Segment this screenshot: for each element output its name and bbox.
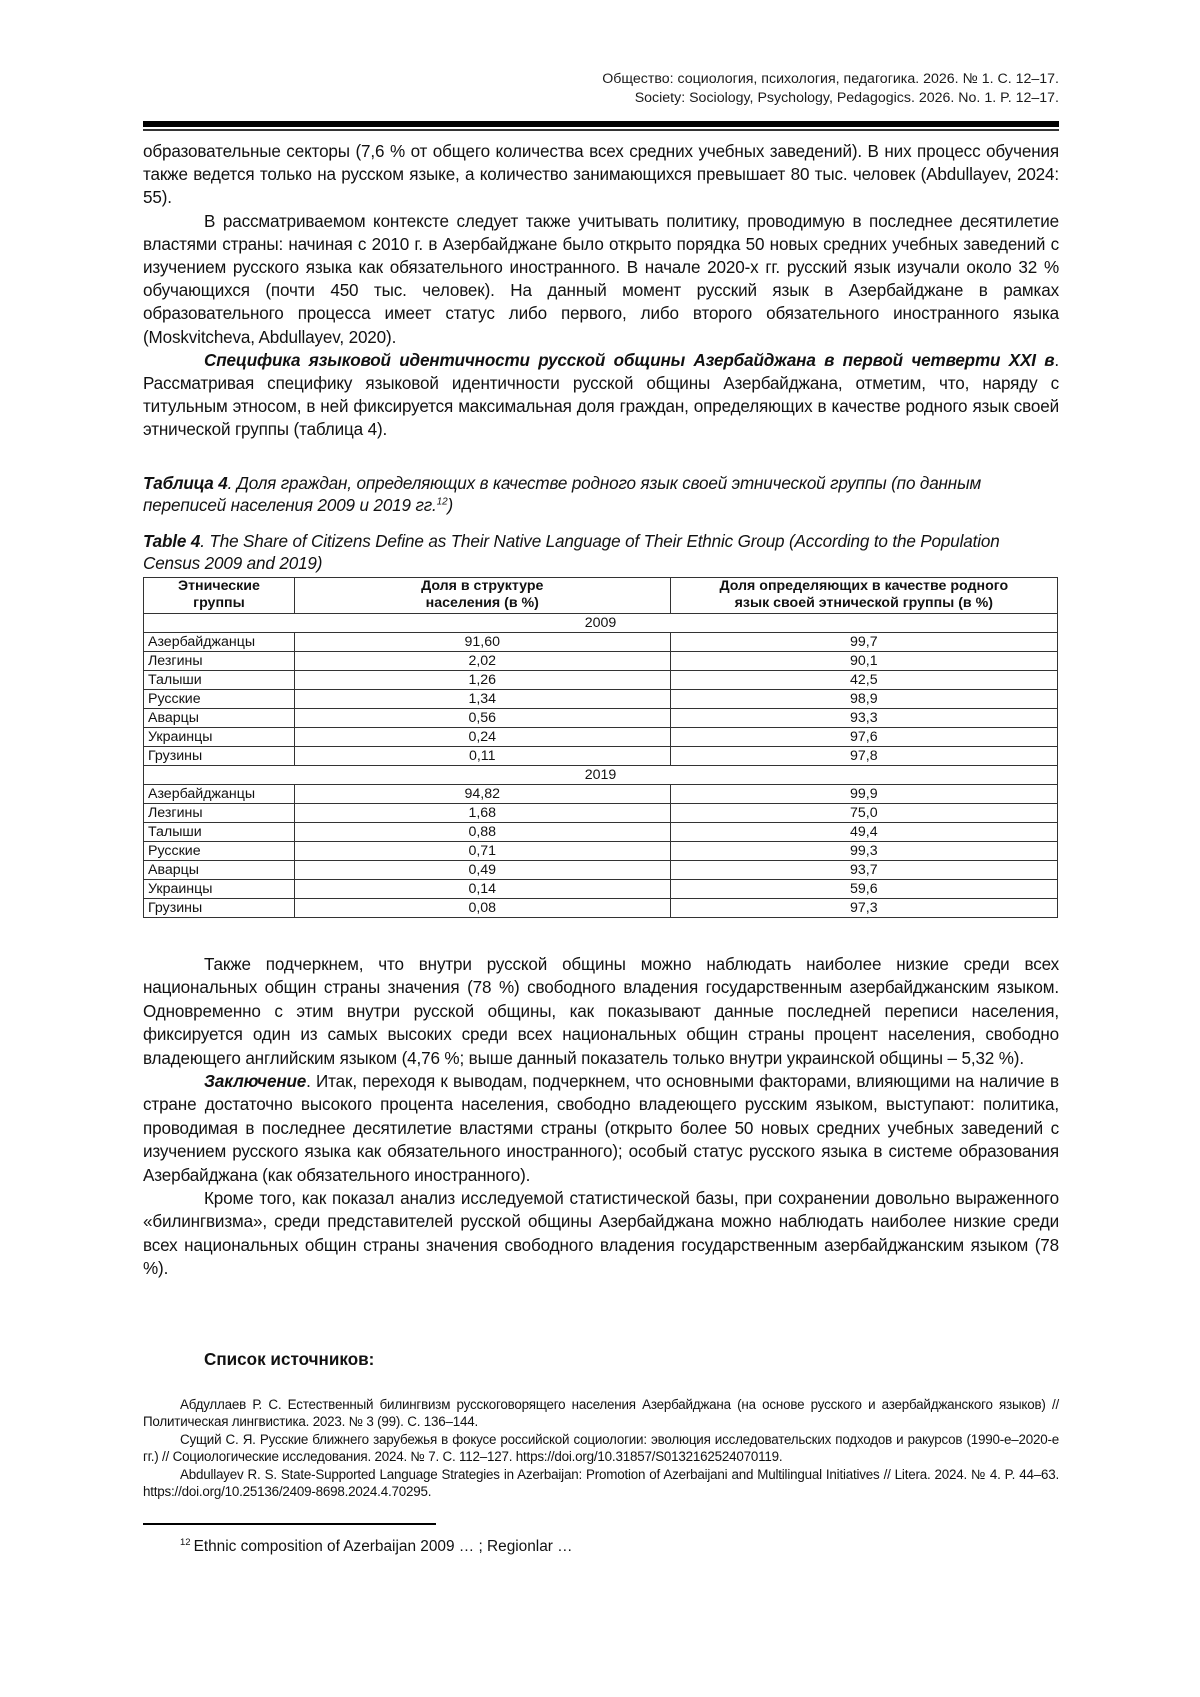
cell-group: Аварцы: [144, 709, 295, 728]
cell-share: 0,49: [294, 861, 670, 880]
paragraph-section-intro: [143, 349, 1059, 442]
table-row: [144, 652, 1058, 671]
references-list: [143, 1396, 1059, 1500]
cell-share: 1,68: [294, 804, 670, 823]
cell-group: Азербайджанцы: [144, 633, 295, 652]
cell-native: 59,6: [670, 880, 1057, 899]
table-year-row: [144, 766, 1058, 785]
cell-share: 0,14: [294, 880, 670, 899]
paragraph: образовательные секторы (7,6 % от общего количества всех средних учебных заведений). В них процесс обучения также ведется только на русском языке, а количество занимающихся превышает 80 тыс. человек (Abdullayev, 2024: 55).: [143, 142, 1059, 208]
footnote-text: Ethnic composition of Azerbaijan 2009 … ; Regionlar …: [193, 1538, 573, 1555]
running-header-ru: Общество: социология, психология, педагогика. 2026. № 1. С. 12–17.: [602, 71, 1059, 87]
cell-share: 0,08: [294, 899, 670, 918]
table-row: [144, 823, 1058, 842]
table-row: [144, 747, 1058, 766]
table-row: [144, 671, 1058, 690]
cell-native: 99,3: [670, 842, 1057, 861]
cell-native: 99,9: [670, 785, 1057, 804]
paragraph-conclusion: [143, 1070, 1059, 1187]
cell-native: 42,5: [670, 671, 1057, 690]
cell-native: 90,1: [670, 652, 1057, 671]
cell-share: 94,82: [294, 785, 670, 804]
paragraph: Также подчеркнем, что внутри русской общины можно наблюдать наиболее низкие среди всех национальных общин страны значения (78 %) свободного владения государственным азербайджанским языком. Одновременно с этим внутри русской общины, как показывают данные последней переписи населения, фиксируется один из самых высоких среди всех национальных общин страны процент населения, свободно владеющего английским языком (4,76 %; выше данный показатель только внутри украинской общины – 5,32 %).: [143, 955, 1059, 1068]
cell-share: 0,71: [294, 842, 670, 861]
paragraph: В рассматриваемом контексте следует также учитывать политику, проводимую в последнее десятилетие властями страны: начиная с 2010 г. в Азербайджане было открыто порядка 50 новых средних учебных заведений с изучением русского языка как обязательного иностранного. В начале 2020-х гг. русский язык изучали около 32 % обучающихся (почти 450 тыс. человек). На данный момент русский язык в Азербайджане в рамках образовательного процесса имеет статус либо первого, либо второго обязательного иностранного языка (Moskvitcheva, Abdullayev, 2020).: [143, 211, 1059, 347]
table-caption-ru-label: Таблица 4: [143, 474, 228, 493]
cell-native: 97,6: [670, 728, 1057, 747]
paragraph-text: . Итак, переходя к выводам, подчеркнем, что основными факторами, влияющими на наличие в стране достаточно высокого процента населения, свободно владеющего русским языком, выступают: политика, проводимая в последнее десятилетие властями страны (открыто более 50 новых средних учебных заведений с изучением русского языка как обязательного иностранного); особый статус русского языка в системе образования Азербайджана (как обязательного иностранного).: [143, 1072, 1059, 1185]
conclusion-heading-inline: Заключение: [204, 1072, 307, 1092]
cell-group: Русские: [144, 690, 295, 709]
column-header-ethnic-group: Этнические группы: [144, 578, 295, 614]
cell-group: Украинцы: [144, 728, 295, 747]
header-rule-thin: [143, 129, 1059, 131]
cell-group: Русские: [144, 842, 295, 861]
table-row: [144, 633, 1058, 652]
body-text-upper: [143, 140, 1059, 442]
table-caption-ru-tail: ): [447, 496, 454, 515]
table-caption-en-label: Table 4: [143, 532, 201, 551]
footnote: [180, 1537, 573, 1557]
table-header-row: [144, 578, 1058, 614]
table-caption-en: [143, 531, 1059, 575]
table-row: [144, 690, 1058, 709]
references-title: Список источников:: [204, 1350, 375, 1369]
table-row: [144, 880, 1058, 899]
cell-group: Азербайджанцы: [144, 785, 295, 804]
cell-group: Грузины: [144, 747, 295, 766]
year-label: 2009: [144, 614, 1058, 633]
footnote-separator: [143, 1523, 436, 1525]
reference-item: Abdullayev R. S. State-Supported Language Strategies in Azerbaijan: Promotion of Azerbaijani and Multilingual Initiatives // Litera. 2024. № 4. P. 44–63. https://doi.org/10.25136/2409-8698.2024.4.70295.: [143, 1466, 1059, 1500]
cell-native: 93,3: [670, 709, 1057, 728]
cell-group: Талыши: [144, 823, 295, 842]
cell-native: 49,4: [670, 823, 1057, 842]
year-label: 2019: [144, 766, 1058, 785]
cell-group: Лезгины: [144, 652, 295, 671]
cell-share: 2,02: [294, 652, 670, 671]
running-header-en: Society: Sociology, Psychology, Pedagogics. 2026. No. 1. P. 12–17.: [634, 90, 1059, 106]
section-heading-inline: Специфика языковой идентичности русской общины Азербайджана в первой четверти XXI в: [204, 350, 1055, 370]
paragraph: Кроме того, как показал анализ исследуемой статистической базы, при сохранении довольно выраженного «билингвизма», среди представителей русской общины Азербайджана можно наблюдать наиболее низкие среди всех национальных общин страны значения свободного владения государственным азербайджанским языком (78 %).: [143, 1189, 1059, 1279]
cell-share: 91,60: [294, 633, 670, 652]
census-language-table: [143, 577, 1058, 918]
table-row: [144, 785, 1058, 804]
table-caption-en-text: . The Share of Citizens Define as Their Native Language of Their Ethnic Group (According to the Population Census 2009 and 2019): [143, 532, 1000, 573]
cell-share: 1,34: [294, 690, 670, 709]
table-row: [144, 709, 1058, 728]
cell-share: 0,88: [294, 823, 670, 842]
table-row: [144, 842, 1058, 861]
cell-group: Украинцы: [144, 880, 295, 899]
cell-native: 97,8: [670, 747, 1057, 766]
paragraph-text: . Рассматривая специфику языковой идентичности русской общины Азербайджана, отметим, что, наряду с титульным этносом, в ней фиксируется максимальная доля граждан, определяющих в качестве родного язык своей этнической группы (таблица 4).: [143, 350, 1059, 440]
body-text-lower: [143, 953, 1059, 1281]
reference-item: Абдуллаев Р. С. Естественный билингвизм русскоговорящего населения Азербайджана (на основе русского и азербайджанского языков) // Политическая лингвистика. 2023. № 3 (99). С. 136–144.: [143, 1397, 1059, 1430]
cell-native: 75,0: [670, 804, 1057, 823]
cell-share: 1,26: [294, 671, 670, 690]
cell-share: 0,56: [294, 709, 670, 728]
cell-native: 99,7: [670, 633, 1057, 652]
running-header: [143, 70, 1059, 108]
column-header-native-language-share: Доля определяющих в качестве родного язык своей этнической группы (в %): [670, 578, 1057, 614]
table-row: [144, 899, 1058, 918]
table-row: [144, 804, 1058, 823]
cell-native: 93,7: [670, 861, 1057, 880]
cell-native: 97,3: [670, 899, 1057, 918]
table-row: [144, 861, 1058, 880]
cell-share: 0,24: [294, 728, 670, 747]
header-rule-thick: [143, 121, 1059, 127]
cell-native: 98,9: [670, 690, 1057, 709]
column-header-population-share: Доля в структуре населения (в %): [294, 578, 670, 614]
table-caption-ru: [143, 473, 1059, 517]
cell-group: Талыши: [144, 671, 295, 690]
footnote-ref[interactable]: 12: [436, 496, 448, 508]
table-caption-ru-text: . Доля граждан, определяющих в качестве родного язык своей этнической группы (по данным переписей населения 2009 и 2019 гг.: [143, 474, 982, 515]
table-year-row: [144, 614, 1058, 633]
cell-share: 0,11: [294, 747, 670, 766]
cell-group: Грузины: [144, 899, 295, 918]
table-row: [144, 728, 1058, 747]
footnote-number: 12: [180, 1536, 191, 1548]
cell-group: Лезгины: [144, 804, 295, 823]
cell-group: Аварцы: [144, 861, 295, 880]
reference-item: Сущий С. Я. Русские ближнего зарубежья в фокусе российской социологии: эволюция исследовательских подходов и ракурсов (1990-е–2020-е гг.) // Социологические исследования. 2024. № 7. С. 112–127. https://doi.org/10.31857/S0132162524070119.: [143, 1431, 1059, 1465]
